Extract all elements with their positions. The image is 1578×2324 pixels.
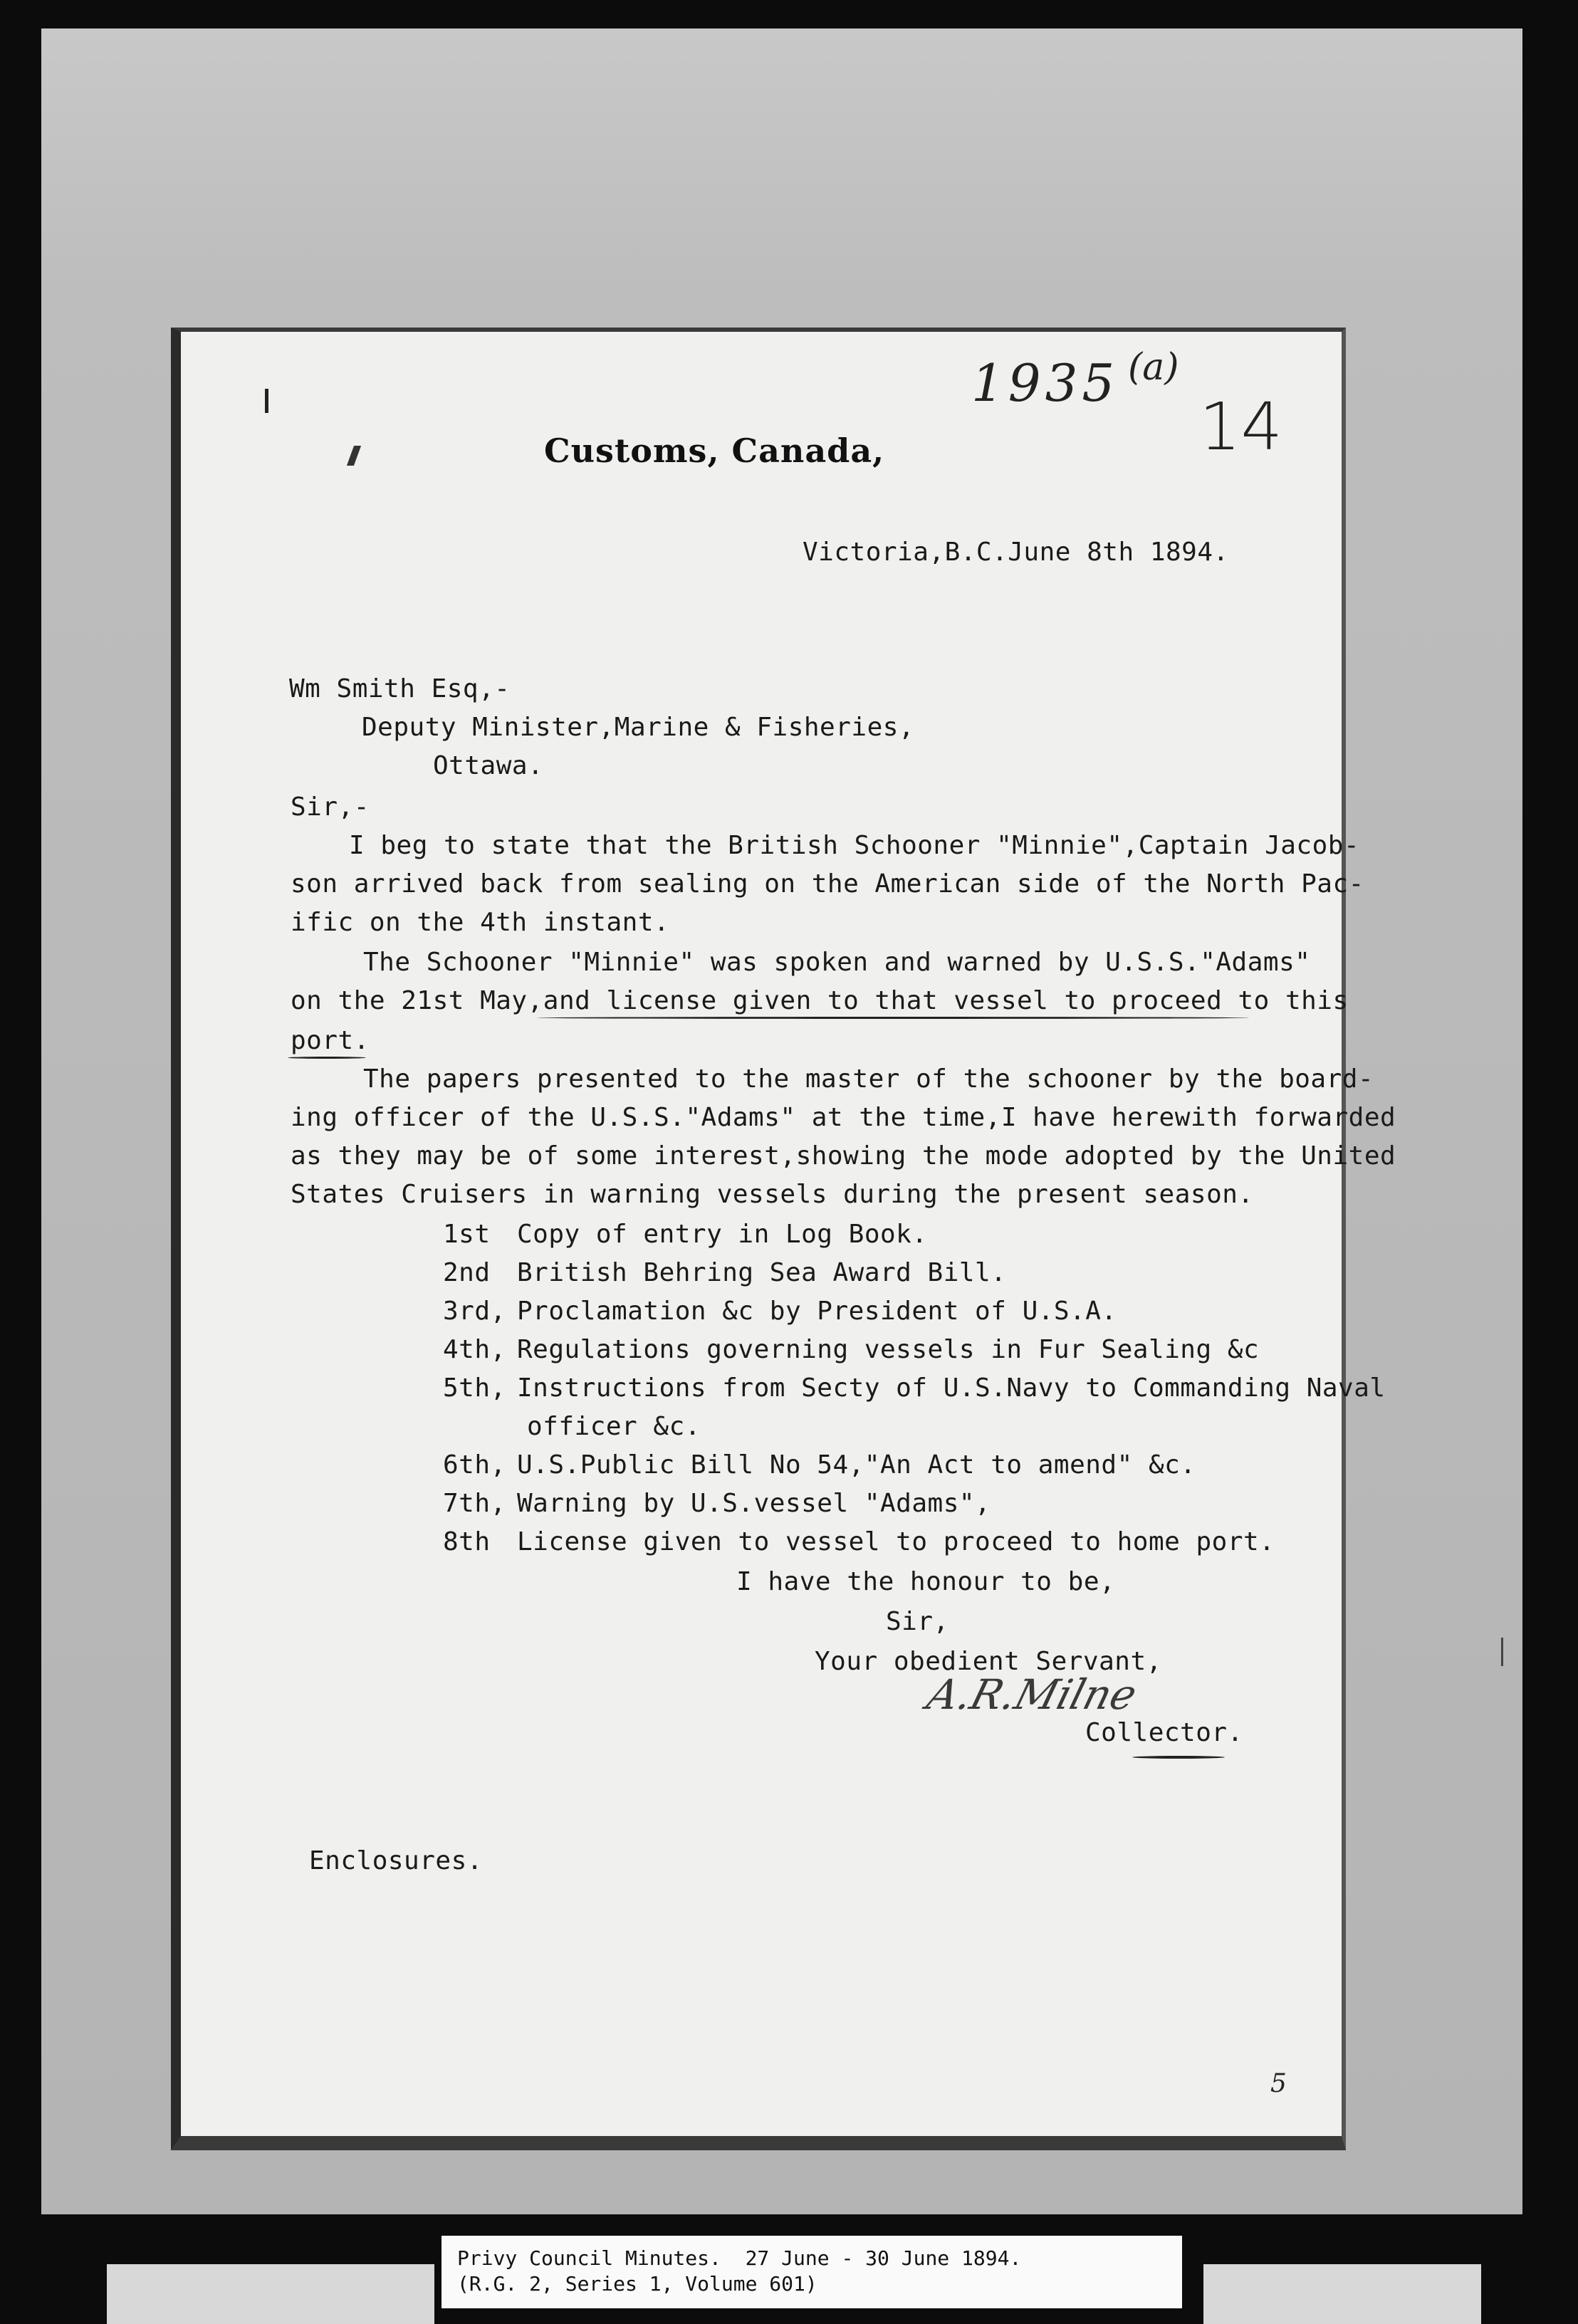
body-p3-line1: The papers presented to the master of the schooner by the board-	[363, 1064, 1374, 1094]
body-p3-line4: States Cruisers in warning vessels during the present season.	[291, 1180, 1254, 1209]
closing-line-1: I have the honour to be,	[736, 1567, 1116, 1596]
binder-clip-left	[107, 2264, 434, 2324]
letter-page	[171, 328, 1396, 2150]
enclosure-3-text: Proclamation &c by President of U.S.A.	[517, 1297, 1117, 1326]
enclosure-1-ordinal: 1st	[443, 1220, 491, 1249]
address-line-2: Deputy Minister,Marine & Fisheries,	[362, 713, 915, 742]
margin-mark-2	[347, 446, 361, 466]
enclosure-5-text: Instructions from Secty of U.S.Navy to Commanding Naval	[517, 1373, 1386, 1403]
handwritten-underline-2	[288, 1057, 366, 1059]
closing-line-3: Your obedient Servant,	[815, 1647, 1162, 1676]
archive-label-line-2: (R.G. 2, Series 1, Volume 601)	[457, 2272, 817, 2296]
enclosure-5-ordinal: 5th,	[443, 1373, 506, 1403]
closing-title: Collector.	[1085, 1718, 1243, 1747]
handwritten-underline	[537, 1017, 1249, 1019]
enclosure-8-text: License given to vessel to proceed to home port.	[517, 1527, 1275, 1556]
address-line-1: Wm Smith Esq,-	[289, 674, 511, 703]
backing-mark	[1501, 1638, 1503, 1666]
body-p2-line2: on the 21st May,and license given to that vessel to proceed to this	[291, 986, 1349, 1015]
enclosure-2-ordinal: 2nd	[443, 1258, 491, 1287]
enclosure-6-ordinal: 6th,	[443, 1450, 506, 1480]
enclosure-7-ordinal: 7th,	[443, 1489, 506, 1518]
enclosure-4-text: Regulations governing vessels in Fur Sealing &c	[517, 1335, 1260, 1364]
page-mark: 5	[1270, 2069, 1287, 2098]
address-line-3: Ottawa.	[433, 751, 544, 780]
enclosure-1-text: Copy of entry in Log Book.	[517, 1220, 928, 1249]
body-p2-line1: The Schooner "Minnie" was spoken and warned by U.S.S."Adams"	[363, 948, 1311, 977]
file-number: 1935	[971, 353, 1119, 413]
binder-clip-right	[1203, 2264, 1481, 2324]
folio-number: 14	[1199, 389, 1283, 465]
archive-label-line-1: Privy Council Minutes. 27 June - 30 June 1894.	[457, 2246, 1022, 2270]
closing-line-2: Sir,	[886, 1607, 949, 1636]
enclosure-4-ordinal: 4th,	[443, 1335, 506, 1364]
enclosure-5-text-cont: officer &c.	[527, 1412, 701, 1441]
letterhead: Customs, Canada,	[544, 431, 885, 470]
body-p1-line3: ific on the 4th instant.	[291, 908, 670, 937]
salutation: Sir,-	[291, 792, 370, 822]
margin-mark	[265, 389, 268, 413]
enclosure-8-ordinal: 8th	[443, 1527, 491, 1556]
signature: A.R.Milne	[921, 1670, 1142, 1719]
enclosures-label: Enclosures.	[309, 1846, 483, 1875]
body-p3-line3: as they may be of some interest,showing the mode adopted by the United	[291, 1141, 1396, 1171]
title-underline	[1132, 1756, 1225, 1759]
dateline: Victoria,B.C.June 8th 1894.	[803, 538, 1229, 567]
body-p1-line1: I beg to state that the British Schooner "Minnie",Captain Jacob-	[349, 831, 1360, 860]
enclosure-6-text: U.S.Public Bill No 54,"An Act to amend" &c.	[517, 1450, 1196, 1480]
enclosure-2-text: British Behring Sea Award Bill.	[517, 1258, 1007, 1287]
body-p3-line2: ing officer of the U.S.S."Adams" at the time,I have herewith forwarded	[291, 1103, 1396, 1132]
body-p1-line2: son arrived back from sealing on the American side of the North Pac-	[291, 869, 1364, 899]
archive-reference-label	[441, 2236, 1182, 2308]
enclosure-7-text: Warning by U.S.vessel "Adams",	[517, 1489, 991, 1518]
body-p2-line3: port.	[291, 1026, 370, 1055]
file-number-suffix: (a)	[1128, 346, 1179, 389]
enclosure-3-ordinal: 3rd,	[443, 1297, 506, 1326]
